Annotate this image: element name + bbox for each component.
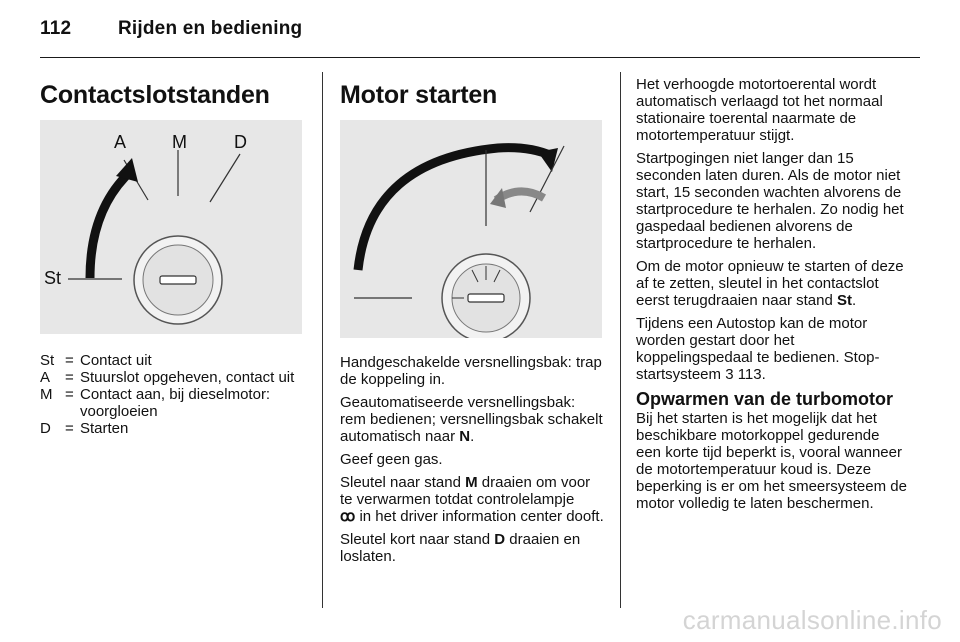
legend-text: Contact aan, bij dieselmotor: voorgloeien (80, 386, 271, 420)
section-heading-turbo: Opwarmen van de turbomotor (636, 389, 894, 409)
ignition-diagram (40, 120, 302, 334)
column-divider (322, 72, 323, 608)
bold-run: St (836, 292, 852, 309)
legend-equals: = (65, 352, 74, 369)
paragraph (636, 258, 908, 309)
chapter-title: Rijden en bediening (118, 18, 303, 39)
page-ref-arrow-icon[interactable]: 3 (725, 366, 734, 383)
column-ignition-positions (40, 72, 308, 437)
paragraph (340, 394, 604, 445)
page-number: 112 (40, 18, 72, 39)
bold-run: D (494, 531, 506, 548)
column-engine-start (340, 72, 604, 571)
text-run: draaien om voor te verwarmen totdat controlelampje (340, 474, 591, 508)
legend-text: Contact uit (80, 352, 152, 369)
legend-text: Starten (80, 420, 129, 437)
engine-start-diagram (340, 120, 602, 338)
text-run: . (851, 292, 857, 309)
column-divider (620, 72, 621, 608)
text-run: Sleutel kort naar stand (340, 531, 495, 548)
engine-start-figure (340, 120, 604, 342)
header-rule (40, 57, 920, 58)
legend-key: A (40, 369, 51, 386)
page-ref-link[interactable]: 113. (733, 366, 766, 383)
legend-equals: = (65, 420, 74, 437)
legend-key: M (40, 386, 53, 403)
section-heading-engine-start: Motor starten (340, 81, 498, 109)
label-st: St (44, 268, 62, 288)
text-run: . (470, 428, 475, 445)
legend-key: St (40, 352, 55, 369)
section-heading-ignition: Contactslotstanden (40, 81, 270, 109)
label-d: D (234, 132, 247, 152)
paragraph: Geef geen gas. (340, 451, 443, 468)
paragraph: Bij het starten is het mogelijk dat het beschikbare motorkoppel gedurende een korte tijd beperkt is, vooral wanneer de motortemperatuur koud is. Deze beperking is er om het smeersysteem de motor volledig te laten beschermen. (636, 410, 907, 512)
legend-row (40, 352, 308, 369)
page-header (40, 18, 302, 40)
engine-start-text (340, 354, 604, 565)
key-slot (468, 294, 504, 302)
text-run: Geautomatiseerde versnellingsbak: rem bedienen; versnellingsbak schakelt automatisch naar (340, 394, 603, 445)
bold-run: N (459, 428, 471, 445)
watermark: carmanualsonline.info (682, 605, 942, 635)
bold-run: M (465, 474, 478, 491)
label-m: M (172, 132, 187, 152)
legend-equals: = (65, 386, 74, 403)
column-continued (636, 76, 908, 518)
preheat-icon: ꝏ (340, 508, 356, 525)
text-run: Om de motor opnieuw te starten of deze af te zetten, sleutel in het contactslot eerst terugdraaien naar stand (636, 258, 904, 309)
label-a: A (114, 132, 127, 152)
text-run: in het driver information center dooft. (355, 508, 604, 525)
paragraph: Startpogingen niet langer dan 15 seconden laten duren. Als de motor niet start, 15 seconden wachten alvorens de startprocedure te herhalen. Zo nodig het gaspedaal bedienen alvorens de startprocedure te herhalen. (636, 150, 904, 252)
paragraph: Het verhoogde motortoerental wordt automatisch verlaagd tot het normaal stationaire toerental naarmate de motortemperatuur stijgt. (636, 76, 883, 144)
paragraph (340, 474, 604, 525)
legend-row (40, 420, 308, 437)
ignition-positions-figure (40, 120, 308, 338)
legend-key: D (40, 420, 51, 437)
paragraph: Handgeschakelde versnellingsbak: trap de koppeling in. (340, 354, 602, 388)
legend-text: Stuurslot opgeheven, contact uit (80, 369, 295, 386)
text-run: Sleutel naar stand (340, 474, 466, 491)
text-run: Tijdens een Autostop kan de motor worden gestart door het koppelingspedaal te bedienen. Stop-startsysteem (636, 315, 880, 383)
legend-equals: = (65, 369, 74, 386)
legend-row (40, 369, 308, 386)
paragraph (340, 531, 604, 565)
text-run: draaien en loslaten. (340, 531, 581, 565)
paragraph (636, 315, 908, 383)
key-slot (160, 276, 196, 284)
legend-row (40, 386, 308, 420)
ignition-legend (40, 352, 308, 437)
